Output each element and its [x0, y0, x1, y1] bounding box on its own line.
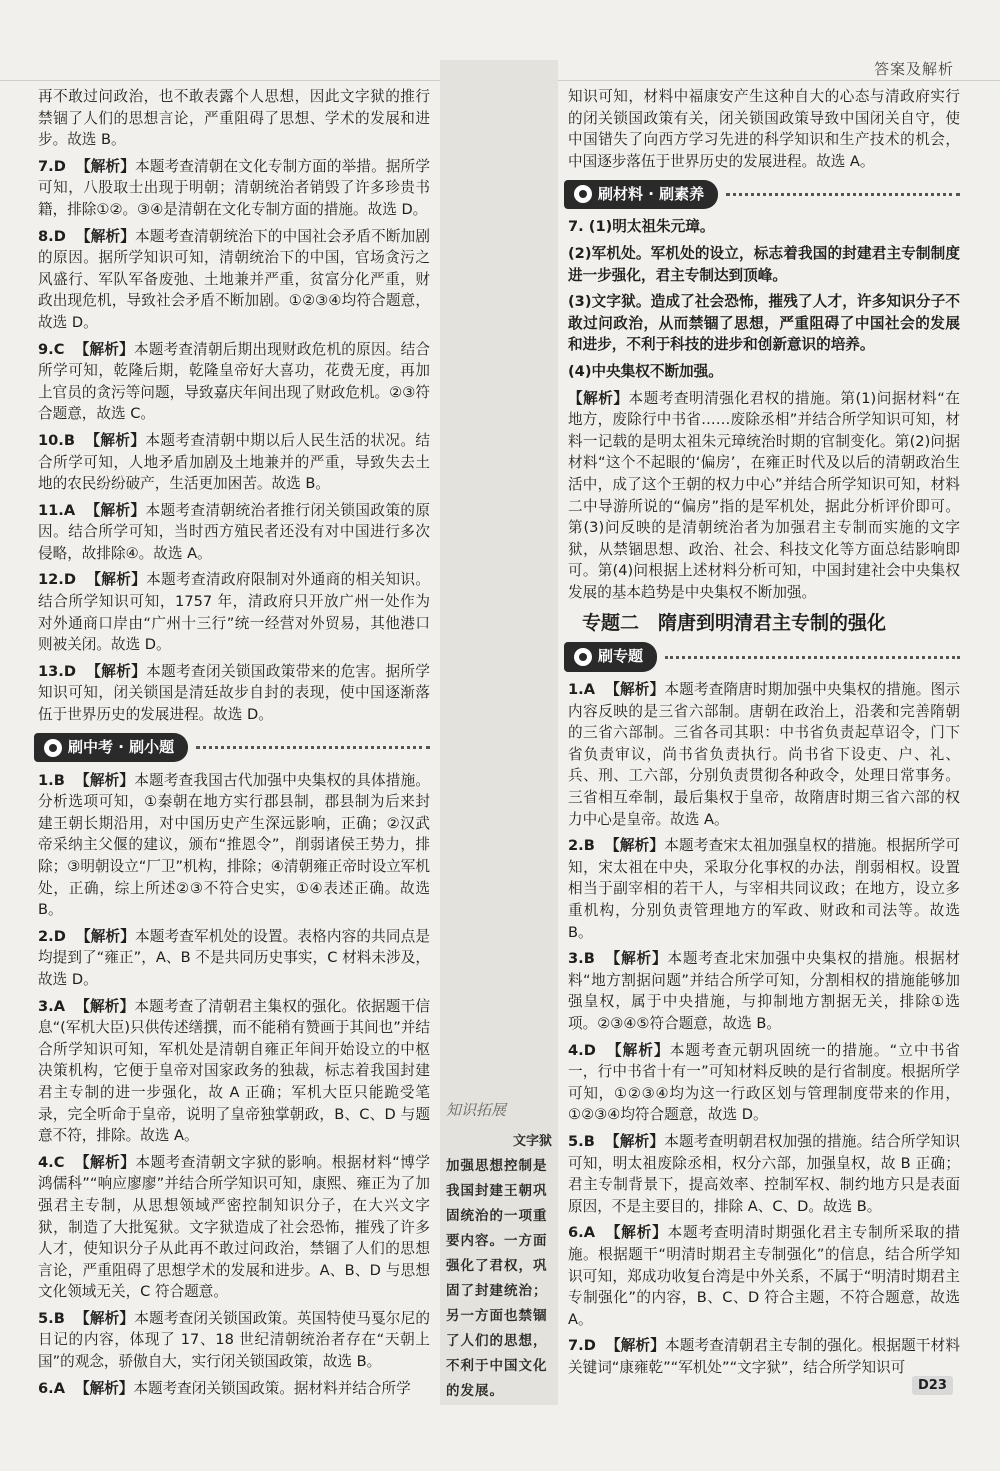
analysis-tag: 【解析】 — [568, 389, 629, 407]
entry-tag: 【解析】 — [85, 501, 146, 519]
answer-entry — [38, 569, 430, 655]
page-number: D23 — [912, 1376, 953, 1395]
entry-text: 本题考查元朝巩固统一的措施。“立中书省一，行中书省十有一”可知材料反映的是行省制度。根据所学可知，①②③④均为这一行政区划与管理制度带来的作用，①②③④均符合题意，故选 D。 — [568, 1041, 960, 1124]
entry-number: 6. — [38, 1379, 54, 1397]
banner-label: 刷材料 · 刷素养 — [598, 184, 705, 203]
entry-number: 2. — [38, 927, 54, 945]
banner-pill — [34, 733, 188, 763]
entry-text: 本题考查清政府限制对外通商的相关知识。结合所学知识可知，1757 年，清政府只开放广州一处作为对外通商口岸由“广州十三行”统一经营对外贸易，其他港口则被关闭。故选 D。 — [38, 571, 430, 654]
entry-number: 12. — [38, 571, 64, 589]
answer-entry — [38, 156, 430, 221]
left-entries-1 — [38, 156, 430, 726]
entry-text: 本题考查了清朝君主集权的强化。依据题干信息“(军机大臣)只供传述缮撰，而不能稍有赞画于其间也”并结合所学知识可知，军机处是清朝自雍正年间开始设立的中枢决策机构，它便于皇帝对国家政务的独裁，标志着我国封建君主专制的进一步强化，故 A 正确；军机大臣只能跪受笔录，完全听命于皇帝，说明了皇帝独掌朝政，B、C、D 与题意不符，排除。故选 A。 — [38, 997, 430, 1145]
entry-answer: D — [583, 1041, 596, 1059]
entry-answer: D — [63, 571, 76, 589]
entry-tag: 【解析】 — [75, 157, 136, 175]
entry-tag: 【解析】 — [75, 927, 136, 945]
banner-zhongkao — [34, 732, 430, 764]
entry-text: 本题考查闭关锁国政策。英国特使马戛尔尼的日记的内容，体现了 17、18 世纪清朝统治者存在“天朝上国”的观念，骄傲自大，实行闭关锁国政策，故选 B。 — [38, 1309, 430, 1371]
banner-pill — [564, 180, 718, 210]
q7-answers — [568, 216, 960, 382]
entry-tag: 【解析】 — [605, 1224, 668, 1242]
entry-tag: 【解析】 — [74, 340, 134, 358]
entry-answer: B — [583, 1132, 595, 1150]
entry-tag: 【解析】 — [75, 997, 135, 1015]
left-column — [38, 86, 430, 1404]
entry-number: 10. — [38, 431, 64, 449]
answer-entry — [568, 1222, 960, 1330]
entry-answer: B — [583, 837, 595, 855]
banner-dots — [726, 193, 960, 196]
answer-entry — [38, 996, 430, 1147]
answer-entry — [38, 926, 430, 991]
entry-text: 本题考查宋太祖加强皇权的措施。根据所学可知，宋太祖在中央，采取分化事权的办法，削弱相权。设置相当于副宰相的若干人，与宰相共同议政；在地方，设立多重机构，分别负责管理地方的军政、财政和司法等。故选 B。 — [568, 837, 960, 941]
entry-text: 本题考查隋唐时期加强中央集权的措施。图示内容反映的是三省六部制。唐朝在政治上，沿袭和完善隋朝的三省六部制。三省各司其职：中书省负责起草诏令，门下省负责审议，尚书省负责执行。尚书省下设吏、户、礼、兵、刑、工六部，分别负责贯彻各种政令，处理日常事务。三省相互牵制，最后集权于皇帝，故隋唐时期三省六部的权力中心是皇帝。故选 A。 — [568, 681, 960, 828]
entry-tag: 【解析】 — [604, 837, 665, 855]
answer-entry — [38, 339, 430, 425]
section-title: 专题二 隋唐到明清君主专制的强化 — [582, 612, 887, 635]
q7-line: 7. (1)明太祖朱元璋。 — [568, 218, 715, 236]
pen-icon — [44, 739, 62, 757]
answer-entry — [38, 430, 430, 495]
entry-number: 4. — [38, 1153, 54, 1171]
entry-number: 8. — [38, 227, 54, 245]
entry-number: 3. — [568, 950, 584, 968]
entry-text: 本题考查清朝统治下的中国社会矛盾不断加剧的原因。据所学知识可知，清朝统治下的中国，官场贪污之风盛行、军队军备废弛、土地兼并严重，贫富分化严重，财政出现危机，导致社会矛盾不断加剧。①②③④均符合题意，故选 D。 — [38, 227, 430, 331]
entry-tag: 【解析】 — [74, 771, 135, 789]
entry-answer: D — [53, 927, 66, 945]
entry-tag: 【解析】 — [75, 227, 136, 245]
banner-dots — [665, 656, 960, 659]
right-intro: 知识可知，材料中福康安产生这种自大的心态与清政府实行的闭关锁国政策有关，闭关锁国政策导致中国闭关自守，使中国错失了向西方学习先进的科学知识和生产技术的机会，中国逐步落伍于世界历史的发展进程。故选 A。 — [568, 88, 960, 170]
entry-number: 11. — [38, 501, 64, 519]
entry-answer: A — [583, 681, 595, 699]
left-entries-2 — [38, 770, 430, 1400]
answer-entry — [38, 1152, 430, 1303]
q7-line: (2)军机处。军机处的设立，标志着我国的封建君主专制制度进一步强化，君主专制达到顶峰。 — [568, 244, 960, 284]
entry-tag: 【解析】 — [74, 1309, 135, 1327]
entry-tag: 【解析】 — [604, 1132, 665, 1150]
entry-text: 本题考查军机处的设置。表格内容的共同点是均提到了“雍正”，A、B 不是共同历史事实，C 材料未涉及，故选 D。 — [38, 927, 430, 988]
entry-answer: B — [63, 431, 75, 449]
entry-number: 7. — [38, 157, 54, 175]
q7-line: (3)文字狱。造成了社会恐怖，摧残了人才，许多知识分子不敢过问政治，从而禁锢了思想，严重阻碍了中国社会的发展和进步，不利于科技的进步和创新意识的培养。 — [568, 293, 960, 354]
answer-entry — [38, 770, 430, 921]
entry-number: 13. — [38, 662, 64, 680]
q7-analysis — [568, 388, 960, 604]
entry-number: 1. — [568, 681, 584, 699]
sidebar-body: 加强思想控制是我国封建王朝巩固统治的一项重要内容。一方面强化了君权，巩固了封建统治；另一方面也禁锢了人们的思想，不利于中国文化的发展。 — [446, 1158, 548, 1399]
entry-text: 本题考查闭关锁国政策。据材料并结合所学 — [133, 1379, 411, 1397]
banner-label: 刷专题 — [598, 647, 644, 666]
entry-tag: 【解析】 — [75, 1379, 134, 1397]
entry-number: 7. — [568, 1337, 584, 1355]
entry-text: 本题考查清朝中期以后人民生活的状况。结合所学可知，人地矛盾加剧及土地兼并的严重，导致失去土地的农民纷纷破产，生活更加困苦。故选 B。 — [38, 431, 430, 493]
entry-tag: 【解析】 — [85, 571, 147, 589]
answer-entry — [568, 1040, 960, 1126]
entry-number: 4. — [568, 1041, 584, 1059]
entry-tag: 【解析】 — [74, 1153, 136, 1171]
entry-number: 9. — [38, 340, 54, 358]
answer-entry — [568, 679, 960, 830]
entry-answer: A — [583, 1224, 595, 1242]
entry-number: 1. — [38, 771, 54, 789]
entry-text: 本题考查清朝后期出现财政危机的原因。结合所学可知，乾隆后期，乾隆皇帝好大喜功，花费无度，再加上官员的贪污等问题，导致嘉庆年间出现了财政危机。②③符合题意，故选 C。 — [38, 340, 430, 423]
entry-answer: B — [53, 771, 65, 789]
answer-entry — [38, 1308, 430, 1373]
entry-answer: B — [53, 1309, 65, 1327]
answer-entry — [568, 835, 960, 943]
entry-text: 本题考查清朝君主专制的强化。根据题干材料关键词“康雍乾”“军机处”“文字狱”，结合所学知识可 — [568, 1337, 960, 1376]
entry-text: 本题考查明清时期强化君主专制所采取的措施。根据题干“明清时期君主专制强化”的信息，结合所学知识可知，郑成功收复台湾是中外关系，不属于“明清时期君主专制强化”的内容，B、C、D 符合主题，不符合题意，故选 A。 — [568, 1224, 960, 1328]
analysis-text: 本题考查明清强化君权的措施。第(1)问据材料“在地方，废除行中书省……废除丞相”并结合所学知识可知，材料一记载的是明太祖朱元璋统治时期的官制变化。第(2)问据材料“这个不起眼的‘偏房’，在雍正时代及以后的清朝政治生活中，成了这个王朝的权力中心”并结合所学知识可知，材料二中导游所说的“偏房”指的是军机处，据此分析评价即可。第(3)问反映的是清朝统治者为加强君主专制而实施的文字狱，从禁锢思想、政治、社会、科技文化等方面总结影响即可。第(4)问根据上述材料分析可知，中国封建社会中央集权发展的基本趋势是中央集权不断加强。 — [568, 389, 960, 601]
entry-answer: D — [53, 227, 66, 245]
right-column — [568, 86, 960, 1383]
q7-line: (4)中央集权不断加强。 — [568, 362, 723, 380]
entry-text: 本题考查闭关锁国政策带来的危害。据所学知识可知，闭关锁国是清廷故步自封的表现，使中国逐渐落伍于世界历史的发展进程。故选 D。 — [38, 662, 430, 724]
sidebar-subtitle: 文字狱 — [512, 1134, 552, 1149]
banner-cailiao — [564, 178, 960, 210]
entry-answer: D — [63, 662, 76, 680]
banner-pill — [564, 642, 657, 672]
entry-tag: 【解析】 — [84, 431, 146, 449]
entry-tag: 【解析】 — [605, 1337, 666, 1355]
answer-entry — [38, 661, 430, 726]
entry-text: 本题考查清朝统治者推行闭关锁国政策的原因。结合所学可知，当时西方殖民者还没有对中国进行多次侵略，故排除④。故选 A。 — [38, 501, 430, 562]
banner-zhuanti — [564, 641, 960, 673]
entry-answer: A — [63, 501, 76, 519]
entry-number: 5. — [568, 1132, 584, 1150]
entry-number: 5. — [38, 1309, 54, 1327]
entry-tag: 【解析】 — [605, 1041, 670, 1059]
entry-answer: A — [53, 1379, 65, 1397]
entry-text: 本题考查清朝在文化专制方面的举措。据所学可知，八股取士出现于明朝；清朝统治者销毁了许多珍贵书籍，排除①②。③④是清朝在文化专制方面的措施。故选 D。 — [38, 157, 430, 218]
entry-answer: C — [53, 340, 65, 358]
banner-dots — [196, 746, 430, 749]
entry-number: 2. — [568, 837, 584, 855]
answer-entry — [568, 1335, 960, 1378]
left-intro: 再不敢过问政治，也不敢表露个人思想，因此文字狱的推行禁锢了人们的思想言论，严重阻碍了思想、学术的发展和进步。故选 B。 — [38, 88, 430, 149]
answer-entry — [38, 226, 430, 334]
answer-entry — [38, 500, 430, 565]
banner-label: 刷中考 · 刷小题 — [68, 737, 175, 756]
entry-text: 本题考查北宋加强中央集权的措施。根据材料“地方割据问题”并结合所学可知，分割相权的措施能够加强皇权，属于中央措施，与抑制地方割据无关，排除①选项。②③④⑤符合题意，故选 B。 — [568, 950, 960, 1032]
answer-entry — [568, 1131, 960, 1217]
entry-tag: 【解析】 — [85, 662, 147, 680]
answer-entry — [38, 1378, 430, 1400]
entry-tag: 【解析】 — [605, 681, 665, 699]
pen-icon — [574, 648, 592, 666]
entry-text: 本题考查我国古代加强中央集权的具体措施。分析选项可知，①秦朝在地方实行郡县制，郡县制为后来封建王朝长期沿用，对中国历史产生深远影响，正确；②汉武帝采纳主父偃的建议，颁布“推恩令”，削弱诸侯王势力，排除；③明朝设立“厂卫”机构，排除；④清朝雍正帝时设立军机处，正确，综上所述②③不符合史实，①④表述正确。故选 B。 — [38, 771, 430, 919]
entry-text: 本题考查明朝君权加强的措施。结合所学知识可知，明太祖废除丞相，权分六部，加强皇权，故 B 正确；君主专制背景下，提高效率、控制军权、制约地方只是表面原因，不是主要目的，排除 A、C、D。故选 B。 — [568, 1132, 960, 1215]
knowledge-sidebar — [446, 1098, 552, 1404]
entry-answer: A — [53, 997, 65, 1015]
entry-number: 3. — [38, 997, 54, 1015]
right-entries — [568, 679, 960, 1378]
sidebar-title: 知识拓展 — [446, 1101, 507, 1119]
header-label: 答案及解析 — [873, 60, 954, 78]
entry-answer: D — [53, 157, 66, 175]
entry-tag: 【解析】 — [604, 950, 668, 968]
entry-text: 本题考查清朝文字狱的影响。根据材料“博学鸿儒科”“响应廖廖”并结合所学知识可知，康熙、雍正为了加强君主专制，从思想领域严密控制知识分子，在大兴文字狱，制造了大批冤狱。文字狱造成了社会恐怖，摧残了许多人才，使知识分子从此再不敢过问政治，禁锢了人们的思想言论，严重阻碍了思想学术的发展和进步。A、B、D 与思想文化领域无关，C 符合题意。 — [38, 1153, 430, 1301]
entry-number: 6. — [568, 1224, 584, 1242]
entry-answer: D — [583, 1337, 596, 1355]
answer-entry — [568, 948, 960, 1034]
entry-answer: C — [53, 1153, 65, 1171]
entry-answer: B — [583, 950, 595, 968]
pen-icon — [574, 185, 592, 203]
